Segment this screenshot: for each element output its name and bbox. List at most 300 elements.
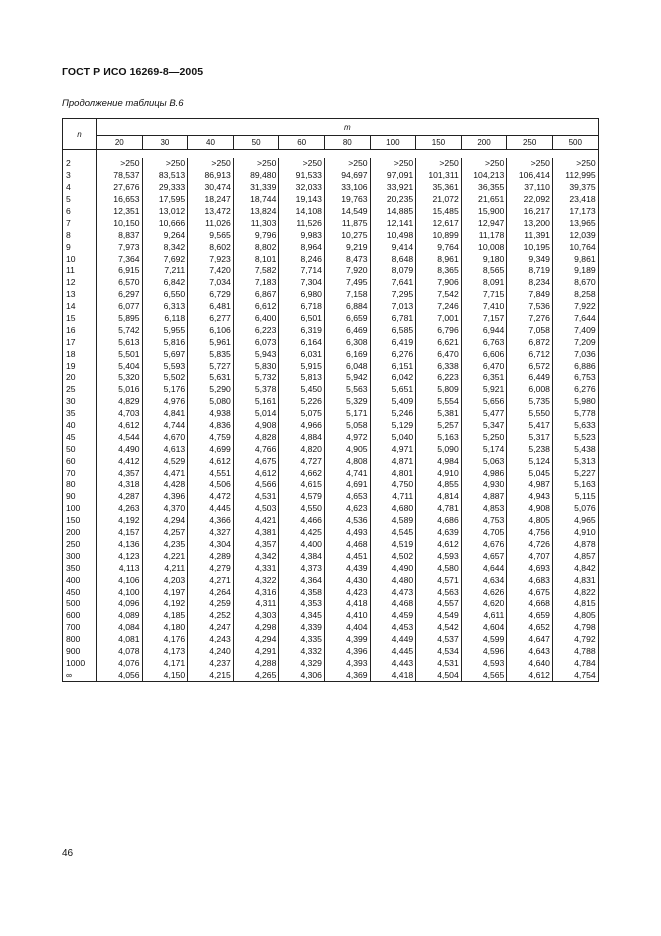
value-cell: 4,473 xyxy=(370,586,416,598)
value-cell: 4,753 xyxy=(461,515,507,527)
value-cell: 5,174 xyxy=(461,443,507,455)
value-cell: 5,550 xyxy=(507,408,553,420)
value-cell: 6,338 xyxy=(416,360,462,372)
table-spacer-row xyxy=(63,150,599,159)
critical-values-table xyxy=(62,118,599,682)
value-cell: 6,118 xyxy=(142,313,188,325)
value-cell: 4,393 xyxy=(324,657,370,669)
value-cell: 5,063 xyxy=(461,455,507,467)
value-cell: 8,670 xyxy=(552,277,598,289)
value-cell: 4,443 xyxy=(370,657,416,669)
value-cell: 14,885 xyxy=(370,206,416,218)
value-cell: 4,744 xyxy=(142,420,188,432)
value-cell: 5,980 xyxy=(552,396,598,408)
spacer-cell xyxy=(63,150,97,159)
value-cell: 4,472 xyxy=(188,491,234,503)
value-cell: 7,849 xyxy=(507,289,553,301)
value-cell: 11,178 xyxy=(461,229,507,241)
value-cell: 6,842 xyxy=(142,277,188,289)
value-cell: 13,200 xyxy=(507,217,553,229)
value-cell: 4,612 xyxy=(97,420,143,432)
value-cell: 7,183 xyxy=(233,277,279,289)
value-cell: 6,169 xyxy=(324,348,370,360)
value-cell: 10,666 xyxy=(142,217,188,229)
value-cell: 4,887 xyxy=(461,491,507,503)
n-value-cell: 45 xyxy=(63,431,97,443)
value-cell: 7,923 xyxy=(188,253,234,265)
value-cell: 4,345 xyxy=(279,610,325,622)
table-row xyxy=(63,479,599,491)
n-value-cell: 400 xyxy=(63,574,97,586)
table-row xyxy=(63,646,599,658)
value-cell: 15,485 xyxy=(416,206,462,218)
table-row xyxy=(63,574,599,586)
value-cell: 9,180 xyxy=(461,253,507,265)
value-cell: 6,729 xyxy=(188,289,234,301)
n-value-cell: 150 xyxy=(63,515,97,527)
value-cell: 4,815 xyxy=(552,598,598,610)
value-cell: 4,291 xyxy=(233,646,279,658)
value-cell: 4,542 xyxy=(416,622,462,634)
value-cell: >250 xyxy=(188,158,234,170)
value-cell: 22,092 xyxy=(507,194,553,206)
value-cell: 4,084 xyxy=(97,622,143,634)
n-value-cell: 14 xyxy=(63,301,97,313)
value-cell: 4,754 xyxy=(552,669,598,681)
value-cell: 4,490 xyxy=(97,443,143,455)
value-cell: 4,571 xyxy=(416,574,462,586)
value-cell: 4,298 xyxy=(233,622,279,634)
value-cell: 4,412 xyxy=(97,455,143,467)
value-cell: 20,235 xyxy=(370,194,416,206)
value-cell: 5,075 xyxy=(279,408,325,420)
table-row xyxy=(63,550,599,562)
value-cell: 106,414 xyxy=(507,170,553,182)
value-cell: 4,423 xyxy=(324,586,370,598)
value-cell: 7,495 xyxy=(324,277,370,289)
page-number: 46 xyxy=(62,848,74,859)
value-cell: 4,366 xyxy=(188,515,234,527)
value-cell: 7,364 xyxy=(97,253,143,265)
value-cell: 4,727 xyxy=(279,455,325,467)
value-cell: 94,697 xyxy=(324,170,370,182)
value-cell: 7,542 xyxy=(416,289,462,301)
value-cell: 4,965 xyxy=(552,515,598,527)
value-cell: 7,420 xyxy=(188,265,234,277)
n-value-cell: 500 xyxy=(63,598,97,610)
value-cell: 6,106 xyxy=(188,324,234,336)
value-cell: 4,670 xyxy=(142,431,188,443)
value-cell: 4,593 xyxy=(461,657,507,669)
value-cell: 5,502 xyxy=(142,372,188,384)
n-value-cell: 4 xyxy=(63,182,97,194)
table-row xyxy=(63,657,599,669)
n-value-cell: 900 xyxy=(63,646,97,658)
value-cell: >250 xyxy=(416,158,462,170)
value-cell: 4,215 xyxy=(188,669,234,681)
value-cell: 4,563 xyxy=(416,586,462,598)
value-cell: 4,459 xyxy=(370,610,416,622)
value-cell: 23,418 xyxy=(552,194,598,206)
value-cell: 4,316 xyxy=(233,586,279,598)
table-row xyxy=(63,277,599,289)
value-cell: 13,472 xyxy=(188,206,234,218)
value-cell: 4,173 xyxy=(142,646,188,658)
m-value-header: 150 xyxy=(416,136,462,150)
value-cell: 4,536 xyxy=(324,515,370,527)
value-cell: 7,211 xyxy=(142,265,188,277)
value-cell: 7,304 xyxy=(279,277,325,289)
value-cell: 112,995 xyxy=(552,170,598,182)
value-cell: 6,712 xyxy=(507,348,553,360)
n-value-cell: 350 xyxy=(63,562,97,574)
value-cell: 5,404 xyxy=(97,360,143,372)
value-cell: 4,096 xyxy=(97,598,143,610)
value-cell: 4,801 xyxy=(370,467,416,479)
value-cell: 4,404 xyxy=(324,622,370,634)
value-cell: 4,235 xyxy=(142,539,188,551)
n-value-cell: 800 xyxy=(63,634,97,646)
value-cell: 4,741 xyxy=(324,467,370,479)
value-cell: 4,078 xyxy=(97,646,143,658)
value-cell: 5,651 xyxy=(370,384,416,396)
value-cell: 13,824 xyxy=(233,206,279,218)
table-row xyxy=(63,539,599,551)
value-cell: 4,471 xyxy=(142,467,188,479)
value-cell: 4,322 xyxy=(233,574,279,586)
value-cell: 4,705 xyxy=(461,527,507,539)
n-value-cell: 5 xyxy=(63,194,97,206)
table-header-row-m-values xyxy=(63,136,599,150)
value-cell: 4,683 xyxy=(507,574,553,586)
value-cell: 4,910 xyxy=(416,467,462,479)
value-cell: 5,161 xyxy=(233,396,279,408)
value-cell: 6,501 xyxy=(279,313,325,325)
value-cell: 4,503 xyxy=(233,503,279,515)
value-cell: 7,920 xyxy=(324,265,370,277)
table-row xyxy=(63,610,599,622)
value-cell: 7,246 xyxy=(416,301,462,313)
table-row xyxy=(63,348,599,360)
table-row xyxy=(63,241,599,253)
value-cell: 14,549 xyxy=(324,206,370,218)
value-cell: 4,197 xyxy=(142,586,188,598)
value-cell: 7,013 xyxy=(370,301,416,313)
table-row xyxy=(63,503,599,515)
table-row xyxy=(63,384,599,396)
value-cell: 4,203 xyxy=(142,574,188,586)
value-cell: 4,580 xyxy=(416,562,462,574)
value-cell: 4,370 xyxy=(142,503,188,515)
value-cell: 7,409 xyxy=(552,324,598,336)
value-cell: 7,295 xyxy=(370,289,416,301)
value-cell: 4,611 xyxy=(461,610,507,622)
value-cell: 4,294 xyxy=(142,515,188,527)
value-cell: 4,703 xyxy=(97,408,143,420)
value-cell: 4,358 xyxy=(279,586,325,598)
n-value-cell: 17 xyxy=(63,336,97,348)
table-row xyxy=(63,443,599,455)
value-cell: >250 xyxy=(324,158,370,170)
value-cell: 7,715 xyxy=(461,289,507,301)
value-cell: 8,246 xyxy=(279,253,325,265)
value-cell: 4,805 xyxy=(552,610,598,622)
value-cell: 11,026 xyxy=(188,217,234,229)
value-cell: 7,922 xyxy=(552,301,598,313)
n-value-cell: 200 xyxy=(63,527,97,539)
value-cell: 4,726 xyxy=(507,539,553,551)
value-cell: 10,150 xyxy=(97,217,143,229)
value-cell: 19,143 xyxy=(279,194,325,206)
value-cell: 5,290 xyxy=(188,384,234,396)
table-row xyxy=(63,170,599,182)
value-cell: 4,264 xyxy=(188,586,234,598)
value-cell: 6,570 xyxy=(97,277,143,289)
value-cell: 11,875 xyxy=(324,217,370,229)
value-cell: 10,899 xyxy=(416,229,462,241)
value-cell: 5,813 xyxy=(279,372,325,384)
n-value-cell: 18 xyxy=(63,348,97,360)
table-row xyxy=(63,527,599,539)
value-cell: 12,351 xyxy=(97,206,143,218)
value-cell: 4,966 xyxy=(279,420,325,432)
value-cell: 4,905 xyxy=(324,443,370,455)
value-cell: 5,250 xyxy=(461,431,507,443)
value-cell: 4,113 xyxy=(97,562,143,574)
value-cell: 4,418 xyxy=(370,669,416,681)
value-cell: 4,342 xyxy=(233,550,279,562)
value-cell: 9,565 xyxy=(188,229,234,241)
n-column-header: n xyxy=(63,119,97,150)
value-cell: 5,633 xyxy=(552,420,598,432)
value-cell: 4,686 xyxy=(416,515,462,527)
value-cell: 15,900 xyxy=(461,206,507,218)
value-cell: 4,599 xyxy=(461,634,507,646)
value-cell: 6,621 xyxy=(416,336,462,348)
value-cell: 4,468 xyxy=(370,598,416,610)
value-cell: 4,332 xyxy=(279,646,325,658)
table-row xyxy=(63,372,599,384)
value-cell: 4,240 xyxy=(188,646,234,658)
value-cell: 6,718 xyxy=(279,301,325,313)
n-value-cell: 19 xyxy=(63,360,97,372)
value-cell: 8,602 xyxy=(188,241,234,253)
value-cell: 4,550 xyxy=(279,503,325,515)
value-cell: 6,077 xyxy=(97,301,143,313)
value-cell: 4,453 xyxy=(370,622,416,634)
value-cell: 101,311 xyxy=(416,170,462,182)
value-cell: 4,566 xyxy=(233,479,279,491)
value-cell: 6,753 xyxy=(552,372,598,384)
value-cell: 4,421 xyxy=(233,515,279,527)
value-cell: 5,593 xyxy=(142,360,188,372)
value-cell: 7,714 xyxy=(279,265,325,277)
value-cell: 10,008 xyxy=(461,241,507,253)
value-cell: 4,623 xyxy=(324,503,370,515)
value-cell: 4,364 xyxy=(279,574,325,586)
value-cell: 5,816 xyxy=(142,336,188,348)
value-cell: 4,756 xyxy=(507,527,553,539)
value-cell: 4,828 xyxy=(233,431,279,443)
value-cell: 4,643 xyxy=(507,646,553,658)
value-cell: 4,551 xyxy=(188,467,234,479)
value-cell: 6,606 xyxy=(461,348,507,360)
value-cell: 5,238 xyxy=(507,443,553,455)
m-value-header: 500 xyxy=(552,136,598,150)
value-cell: 5,381 xyxy=(416,408,462,420)
value-cell: 8,961 xyxy=(416,253,462,265)
value-cell: 6,277 xyxy=(188,313,234,325)
value-cell: 33,106 xyxy=(324,182,370,194)
m-value-header: 20 xyxy=(97,136,143,150)
value-cell: 4,871 xyxy=(370,455,416,467)
value-cell: >250 xyxy=(552,158,598,170)
value-cell: 4,878 xyxy=(552,539,598,551)
value-cell: 6,048 xyxy=(324,360,370,372)
value-cell: 5,697 xyxy=(142,348,188,360)
value-cell: 4,329 xyxy=(279,657,325,669)
value-cell: >250 xyxy=(461,158,507,170)
value-cell: 5,450 xyxy=(279,384,325,396)
value-cell: 4,056 xyxy=(97,669,143,681)
value-cell: 5,417 xyxy=(507,420,553,432)
value-cell: 4,335 xyxy=(279,634,325,646)
value-cell: 4,311 xyxy=(233,598,279,610)
value-cell: 5,830 xyxy=(233,360,279,372)
n-value-cell: 30 xyxy=(63,396,97,408)
value-cell: 4,100 xyxy=(97,586,143,598)
n-value-cell: 15 xyxy=(63,313,97,325)
value-cell: 4,693 xyxy=(507,562,553,574)
value-cell: >250 xyxy=(142,158,188,170)
value-cell: 5,171 xyxy=(324,408,370,420)
value-cell: 4,176 xyxy=(142,634,188,646)
value-cell: 4,798 xyxy=(552,622,598,634)
value-cell: 12,947 xyxy=(461,217,507,229)
value-cell: 4,327 xyxy=(188,527,234,539)
value-cell: >250 xyxy=(97,158,143,170)
value-cell: 4,792 xyxy=(552,634,598,646)
value-cell: 12,141 xyxy=(370,217,416,229)
value-cell: 6,572 xyxy=(507,360,553,372)
value-cell: 8,719 xyxy=(507,265,553,277)
value-cell: 14,108 xyxy=(279,206,325,218)
value-cell: 4,531 xyxy=(416,657,462,669)
n-value-cell: 90 xyxy=(63,491,97,503)
value-cell: 5,735 xyxy=(507,396,553,408)
table-header-row-m xyxy=(63,119,599,136)
value-cell: 4,537 xyxy=(416,634,462,646)
value-cell: 7,036 xyxy=(552,348,598,360)
value-cell: 4,157 xyxy=(97,527,143,539)
value-cell: 4,237 xyxy=(188,657,234,669)
table-row xyxy=(63,562,599,574)
value-cell: 4,613 xyxy=(142,443,188,455)
table-row xyxy=(63,289,599,301)
spacer-cell xyxy=(97,150,599,159)
value-cell: 11,391 xyxy=(507,229,553,241)
value-cell: 4,836 xyxy=(188,420,234,432)
value-cell: 8,802 xyxy=(233,241,279,253)
value-cell: 6,351 xyxy=(461,372,507,384)
value-cell: 5,835 xyxy=(188,348,234,360)
value-cell: 6,419 xyxy=(370,336,416,348)
n-value-cell: 7 xyxy=(63,217,97,229)
value-cell: 6,308 xyxy=(324,336,370,348)
value-cell: 78,537 xyxy=(97,170,143,182)
value-cell: 6,276 xyxy=(552,384,598,396)
value-cell: 4,986 xyxy=(461,467,507,479)
value-cell: 6,867 xyxy=(233,289,279,301)
value-cell: 4,822 xyxy=(552,586,598,598)
value-cell: 7,536 xyxy=(507,301,553,313)
value-cell: 4,711 xyxy=(370,491,416,503)
value-cell: 5,778 xyxy=(552,408,598,420)
value-cell: 4,829 xyxy=(97,396,143,408)
value-cell: 10,275 xyxy=(324,229,370,241)
value-cell: 4,466 xyxy=(279,515,325,527)
value-cell: 4,579 xyxy=(279,491,325,503)
value-cell: 4,545 xyxy=(370,527,416,539)
value-cell: 4,781 xyxy=(416,503,462,515)
value-cell: 5,016 xyxy=(97,384,143,396)
value-cell: 4,247 xyxy=(188,622,234,634)
value-cell: 21,072 xyxy=(416,194,462,206)
n-value-cell: 40 xyxy=(63,420,97,432)
value-cell: 5,090 xyxy=(416,443,462,455)
value-cell: 5,895 xyxy=(97,313,143,325)
value-cell: 4,938 xyxy=(188,408,234,420)
value-cell: 5,313 xyxy=(552,455,598,467)
n-value-cell: 9 xyxy=(63,241,97,253)
value-cell: 12,039 xyxy=(552,229,598,241)
value-cell: 5,409 xyxy=(370,396,416,408)
value-cell: 5,045 xyxy=(507,467,553,479)
value-cell: 9,861 xyxy=(552,253,598,265)
value-cell: 4,855 xyxy=(416,479,462,491)
value-cell: 4,612 xyxy=(507,669,553,681)
value-cell: 8,964 xyxy=(279,241,325,253)
value-cell: 9,264 xyxy=(142,229,188,241)
value-cell: 7,644 xyxy=(552,313,598,325)
value-cell: 4,339 xyxy=(279,622,325,634)
value-cell: 4,519 xyxy=(370,539,416,551)
table-row xyxy=(63,313,599,325)
value-cell: 4,288 xyxy=(233,657,279,669)
value-cell: 5,080 xyxy=(188,396,234,408)
value-cell: 4,451 xyxy=(324,550,370,562)
value-cell: 5,115 xyxy=(552,491,598,503)
n-value-cell: 35 xyxy=(63,408,97,420)
value-cell: 4,399 xyxy=(324,634,370,646)
value-cell: 4,331 xyxy=(233,562,279,574)
value-cell: 7,209 xyxy=(552,336,598,348)
value-cell: 5,438 xyxy=(552,443,598,455)
value-cell: 4,171 xyxy=(142,657,188,669)
value-cell: 8,365 xyxy=(416,265,462,277)
value-cell: 4,243 xyxy=(188,634,234,646)
value-cell: 4,640 xyxy=(507,657,553,669)
n-value-cell: 2 xyxy=(63,158,97,170)
value-cell: 39,375 xyxy=(552,182,598,194)
value-cell: 4,814 xyxy=(416,491,462,503)
value-cell: 10,195 xyxy=(507,241,553,253)
value-cell: 7,276 xyxy=(507,313,553,325)
value-cell: 7,158 xyxy=(324,289,370,301)
n-value-cell: 60 xyxy=(63,455,97,467)
value-cell: 4,910 xyxy=(552,527,598,539)
value-cell: 4,657 xyxy=(461,550,507,562)
